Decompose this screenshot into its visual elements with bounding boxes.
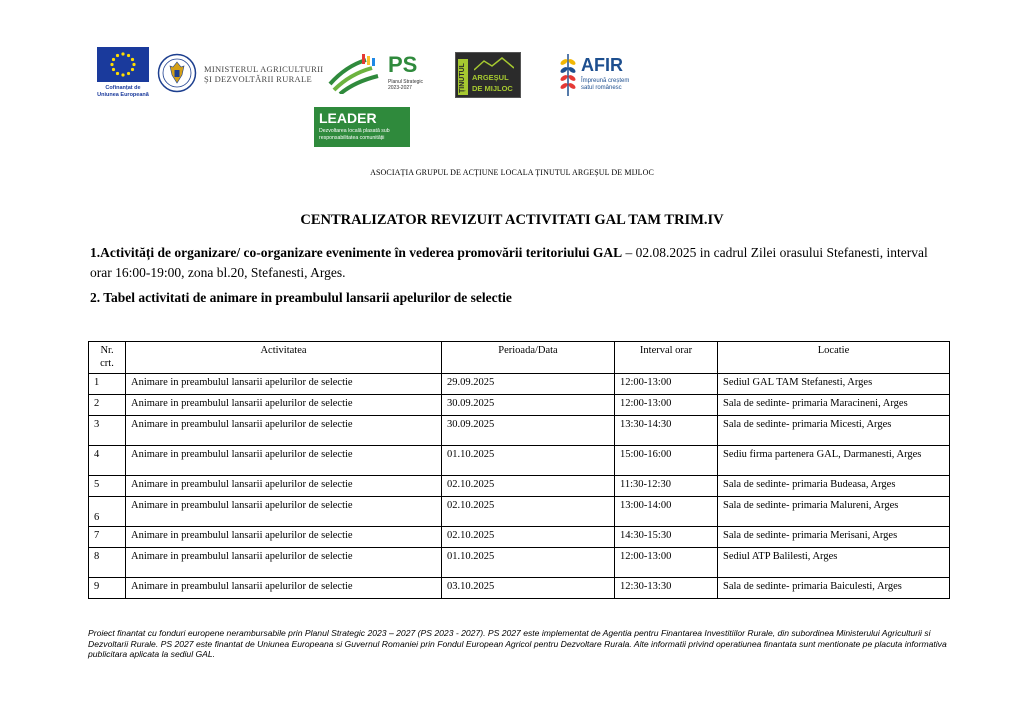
cell-nr: 9 bbox=[89, 578, 126, 599]
gal-line2: DE MIJLOC bbox=[472, 84, 513, 93]
table-row bbox=[89, 527, 950, 548]
leader-title: LEADER bbox=[319, 110, 377, 126]
ministry-line2: ȘI DEZVOLTĂRII RURALE bbox=[204, 74, 312, 84]
leader-subtitle bbox=[319, 128, 390, 141]
cell-nr: 2 bbox=[89, 395, 126, 416]
eu-stars-icon bbox=[97, 47, 149, 82]
funding-footer: Proiect finantat cu fonduri europene nerambursabile prin Planul Strategic 2023 – 2027 (PS 2023 - 2027). PS 2027 este implementat de Agentia pentru Finantarea Investitiilor Rurale, din subordinea Ministerului Agriculturii si Dezvoltarii Rurale. PS 2027 este finantat de Uniunea Europeana si Guvernul Romaniei prin Fondul European Agricol pentru Dezvoltare Rurala. Alte informatii privind operatiunea finantata sunt mentionate pe placuta informativa publicitara aplicata la sediul GAL. bbox=[88, 628, 947, 659]
cell-interval: 13:30-14:30 bbox=[615, 416, 718, 446]
cell-location: Sala de sedinte- primaria Maracineni, Arges bbox=[718, 395, 950, 416]
ministry-text bbox=[204, 64, 323, 84]
table-row bbox=[89, 548, 950, 578]
cell-activity: Animare in preambulul lansarii apelurilor de selectie bbox=[126, 476, 442, 497]
cell-location: Sediu firma partenera GAL, Darmanesti, Arges bbox=[718, 446, 950, 476]
header-period: Perioada/Data bbox=[442, 342, 615, 374]
table-header-row bbox=[89, 342, 950, 374]
leader-sub-line1: Dezvoltarea locală plasată sub bbox=[319, 128, 390, 134]
cell-location: Sediul GAL TAM Stefanesti, Arges bbox=[718, 374, 950, 395]
cell-activity: Animare in preambulul lansarii apelurilor de selectie bbox=[126, 395, 442, 416]
table-row bbox=[89, 497, 950, 527]
page-title: CENTRALIZATOR REVIZUIT ACTIVITATI GAL TAM TRIM.IV bbox=[300, 212, 724, 228]
gal-landscape-icon bbox=[474, 56, 514, 72]
cell-nr: 7 bbox=[89, 527, 126, 548]
table-row bbox=[89, 578, 950, 599]
cell-activity: Animare in preambulul lansarii apelurilor de selectie bbox=[126, 527, 442, 548]
cell-activity: Animare in preambulul lansarii apelurilor de selectie bbox=[126, 497, 442, 527]
cell-location: Sala de sedinte- primaria Micesti, Arges bbox=[718, 416, 950, 446]
header-nr-line1: Nr. bbox=[100, 345, 114, 356]
cell-date: 01.10.2025 bbox=[442, 446, 615, 476]
government-seal-icon bbox=[157, 53, 197, 93]
ministry-line1: MINISTERUL AGRICULTURII bbox=[204, 64, 324, 74]
cell-interval: 11:30-12:30 bbox=[615, 476, 718, 497]
gal-side-text: ȚINUTUL bbox=[459, 63, 466, 93]
cell-activity: Animare in preambulul lansarii apelurilor de selectie bbox=[126, 416, 442, 446]
cell-nr: 4 bbox=[89, 446, 126, 476]
cell-location: Sala de sedinte- primaria Budeasa, Arges bbox=[718, 476, 950, 497]
ps-sub-line2: 2023-2027 bbox=[388, 85, 412, 91]
cell-location: Sala de sedinte- primaria Baiculesti, Arges bbox=[718, 578, 950, 599]
cell-nr: 1 bbox=[89, 374, 126, 395]
eu-caption bbox=[92, 85, 154, 99]
table-row bbox=[89, 476, 950, 497]
cell-interval: 13:00-14:00 bbox=[615, 497, 718, 527]
header-interval: Interval orar bbox=[615, 342, 718, 374]
section1-text: – 02.08.2025 in cadrul Zilei orasului Stefanesti, interval orar 16:00-19:00, zona bl.20, Stefanesti, Arges. bbox=[90, 245, 928, 280]
cell-date: 01.10.2025 bbox=[442, 548, 615, 578]
association-name: ASOCIAȚIA GRUPUL DE ACȚIUNE LOCALA ȚINUTUL ARGEȘUL DE MIJLOC bbox=[370, 168, 654, 177]
cell-interval: 14:30-15:30 bbox=[615, 527, 718, 548]
ps-subtitle bbox=[388, 79, 423, 91]
cell-nr: 3 bbox=[89, 416, 126, 446]
cell-interval: 12:00-13:00 bbox=[615, 374, 718, 395]
afir-logo bbox=[558, 50, 638, 100]
cell-location: Sala de sedinte- primaria Merisani, Arges bbox=[718, 527, 950, 548]
cell-date: 03.10.2025 bbox=[442, 578, 615, 599]
gal-side-band bbox=[458, 59, 468, 95]
cell-activity: Animare in preambulul lansarii apelurilor de selectie bbox=[126, 374, 442, 395]
activities-table bbox=[88, 341, 950, 599]
cell-date: 02.10.2025 bbox=[442, 497, 615, 527]
cell-activity: Animare in preambulul lansarii apelurilor de selectie bbox=[126, 548, 442, 578]
header-nr-line2: crt. bbox=[100, 358, 114, 369]
section2-heading: 2. Tabel activitati de animare in preambulul lansarii apelurilor de selectie bbox=[90, 290, 512, 305]
cell-date: 30.09.2025 bbox=[442, 416, 615, 446]
ministry-logo bbox=[157, 53, 322, 93]
section1-heading: 1.Activități de organizare/ co-organizare evenimente în vederea promovării teritoriului GAL bbox=[90, 245, 623, 260]
afir-sub-line2: satul românesc bbox=[581, 85, 622, 91]
cell-date: 02.10.2025 bbox=[442, 476, 615, 497]
eu-flag-icon bbox=[97, 47, 149, 82]
afir-sub-line1: Împreună creștem bbox=[581, 78, 630, 84]
cell-date: 30.09.2025 bbox=[442, 395, 615, 416]
cell-date: 02.10.2025 bbox=[442, 527, 615, 548]
eu-caption-line1: Cofinanțat de bbox=[105, 85, 141, 91]
afir-text: AFIR bbox=[581, 55, 623, 75]
eu-caption-line2: Uniunea Europeană bbox=[97, 92, 149, 98]
leader-sub-line2: responsabilitatea comunității bbox=[319, 134, 385, 141]
header-location: Locatie bbox=[718, 342, 950, 374]
table-row bbox=[89, 446, 950, 476]
gal-tinutul-arges-logo bbox=[455, 52, 521, 98]
cell-nr: 6 bbox=[89, 497, 126, 527]
afir-subtitle bbox=[581, 78, 629, 92]
cell-interval: 12:00-13:00 bbox=[615, 548, 718, 578]
cell-activity: Animare in preambulul lansarii apelurilor de selectie bbox=[126, 578, 442, 599]
cell-date: 29.09.2025 bbox=[442, 374, 615, 395]
ps-rays-icon bbox=[326, 54, 384, 94]
cell-interval: 12:30-13:30 bbox=[615, 578, 718, 599]
table-row bbox=[89, 395, 950, 416]
cell-activity: Animare in preambulul lansarii apelurilor de selectie bbox=[126, 446, 442, 476]
cell-nr: 8 bbox=[89, 548, 126, 578]
header-nr bbox=[89, 342, 126, 374]
table-row bbox=[89, 374, 950, 395]
cell-interval: 15:00-16:00 bbox=[615, 446, 718, 476]
afir-wheat-icon bbox=[558, 52, 578, 98]
cell-interval: 12:00-13:00 bbox=[615, 395, 718, 416]
ps-text: PS bbox=[388, 52, 418, 77]
cell-location: Sediul ATP Balilesti, Arges bbox=[718, 548, 950, 578]
cell-location: Sala de sedinte- primaria Malureni, Arges bbox=[718, 497, 950, 527]
cell-nr: 5 bbox=[89, 476, 126, 497]
eu-cofinancing-logo bbox=[92, 47, 154, 103]
header-activity: Activitatea bbox=[126, 342, 442, 374]
table-row bbox=[89, 416, 950, 446]
section1-paragraph bbox=[90, 243, 940, 283]
leader-logo bbox=[314, 107, 410, 147]
gal-line1: ARGEȘUL bbox=[472, 73, 509, 82]
ps-strategic-plan-logo bbox=[326, 52, 422, 96]
ps-sub-line1: Planul Strategic bbox=[388, 79, 424, 85]
